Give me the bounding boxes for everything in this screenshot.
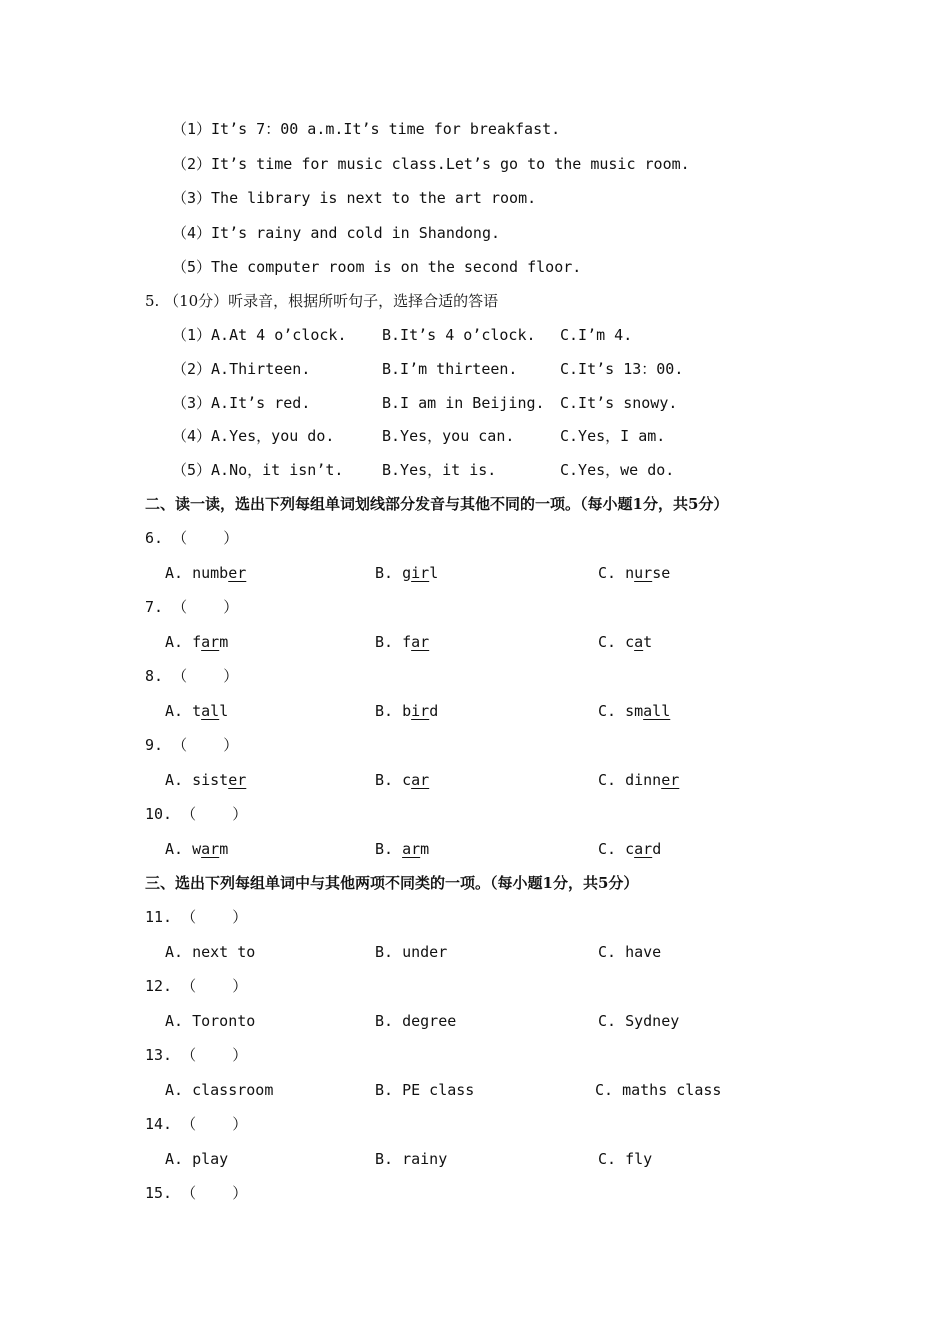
q8-option-c: C. small — [598, 702, 671, 720]
q5-row5-option-c: C.Yes，we do. — [560, 461, 675, 479]
q5-row3-option-a: （3）A.It’s red. — [172, 394, 311, 412]
question-11-number: 11. （ ） — [145, 908, 248, 926]
q13-option-c: C. maths class — [595, 1081, 722, 1099]
listening-sentence-4: （4）It’s rainy and cold in Shandong. — [172, 224, 501, 242]
q6-option-b-underlined: ir — [411, 564, 430, 582]
q10-option-b-underlined: ar — [402, 840, 421, 858]
question-10-number: 10. （ ） — [145, 805, 248, 823]
q9-option-a: A. sister — [165, 771, 247, 789]
q9-option-a-underlined: er — [228, 771, 247, 789]
q8-option-a: A. tall — [165, 702, 229, 720]
section3-heading: 三、选出下列每组单词中与其他两项不同类的一项。（每小题1分，共5分） — [145, 874, 639, 892]
q14-option-c: C. fly — [598, 1150, 653, 1168]
q5-title: 5. （10分）听录音，根据所听句子，选择合适的答语 — [145, 292, 499, 310]
q10-option-c-underlined: ar — [634, 840, 653, 858]
q5-row1-option-b: B.It’s 4 o’clock. — [382, 326, 536, 344]
q9-option-b-underlined: ar — [411, 771, 430, 789]
section2-heading: 二、读一读，选出下列每组单词划线部分发音与其他不同的一项。（每小题1分，共5分） — [145, 495, 729, 513]
q13-option-b: B. PE class — [375, 1081, 475, 1099]
q7-option-c: C. cat — [598, 633, 653, 651]
q12-option-a: A. Toronto — [165, 1012, 256, 1030]
q7-option-b-underlined: ar — [411, 633, 430, 651]
listening-sentence-5: （5）The computer room is on the second floor. — [172, 258, 582, 276]
question-12-number: 12. （ ） — [145, 977, 248, 995]
q5-row2-option-a: （2）A.Thirteen. — [172, 360, 311, 378]
listening-sentence-1: （1）It’s 7：00 a.m.It’s time for breakfast. — [172, 120, 561, 138]
q6-option-c: C. nurse — [598, 564, 671, 582]
q11-option-b: B. under — [375, 943, 448, 961]
q9-option-b: B. car — [375, 771, 430, 789]
question-14-number: 14. （ ） — [145, 1115, 248, 1133]
q5-row2-option-c: C.It’s 13：00. — [560, 360, 684, 378]
q5-row1-option-a: （1）A.At 4 o’clock. — [172, 326, 347, 344]
q7-option-a: A. farm — [165, 633, 229, 651]
question-13-number: 13. （ ） — [145, 1046, 248, 1064]
q6-option-a-underlined: er — [228, 564, 247, 582]
question-15-number: 15. （ ） — [145, 1184, 248, 1202]
question-6-number: 6. （ ） — [145, 529, 239, 547]
q8-option-b: B. bird — [375, 702, 439, 720]
q8-option-c-underlined: all — [643, 702, 671, 720]
q5-row5-option-b: B.Yes，it is. — [382, 461, 497, 479]
q6-option-a: A. number — [165, 564, 247, 582]
q8-option-a-underlined: al — [201, 702, 220, 720]
q10-option-a: A. warm — [165, 840, 229, 858]
listening-sentence-3: （3）The library is next to the art room. — [172, 189, 537, 207]
q5-row3-option-c: C.It’s snowy. — [560, 394, 678, 412]
q9-option-c-underlined: er — [661, 771, 680, 789]
q5-row4-option-c: C.Yes，I am. — [560, 427, 666, 445]
q13-option-a: A. classroom — [165, 1081, 274, 1099]
question-8-number: 8. （ ） — [145, 667, 239, 685]
q10-option-c: C. card — [598, 840, 662, 858]
q5-row1-option-c: C.I’m 4. — [560, 326, 633, 344]
question-9-number: 9. （ ） — [145, 736, 239, 754]
q5-row2-option-b: B.I’m thirteen. — [382, 360, 518, 378]
q6-option-b: B. girl — [375, 564, 439, 582]
q12-option-c: C. Sydney — [598, 1012, 680, 1030]
q14-option-a: A. play — [165, 1150, 229, 1168]
listening-sentence-2: （2）It’s time for music class.Let’s go to the music room. — [172, 155, 690, 173]
q6-option-c-underlined: ur — [634, 564, 653, 582]
q11-option-a: A. next to — [165, 943, 256, 961]
q10-option-a-underlined: ar — [201, 840, 220, 858]
q7-option-a-underlined: ar — [201, 633, 220, 651]
q12-option-b: B. degree — [375, 1012, 457, 1030]
q8-option-b-underlined: ir — [411, 702, 430, 720]
q5-row4-option-b: B.Yes，you can. — [382, 427, 515, 445]
q14-option-b: B. rainy — [375, 1150, 448, 1168]
q7-option-b: B. far — [375, 633, 430, 651]
q5-row5-option-a: （5）A.No，it isn’t. — [172, 461, 344, 479]
q7-option-c-underlined: a — [634, 633, 644, 651]
q5-row3-option-b: B.I am in Beijing. — [382, 394, 545, 412]
q5-row4-option-a: （4）A.Yes，you do. — [172, 427, 335, 445]
q10-option-b: B. arm — [375, 840, 430, 858]
q9-option-c: C. dinner — [598, 771, 680, 789]
q11-option-c: C. have — [598, 943, 662, 961]
question-7-number: 7. （ ） — [145, 598, 239, 616]
